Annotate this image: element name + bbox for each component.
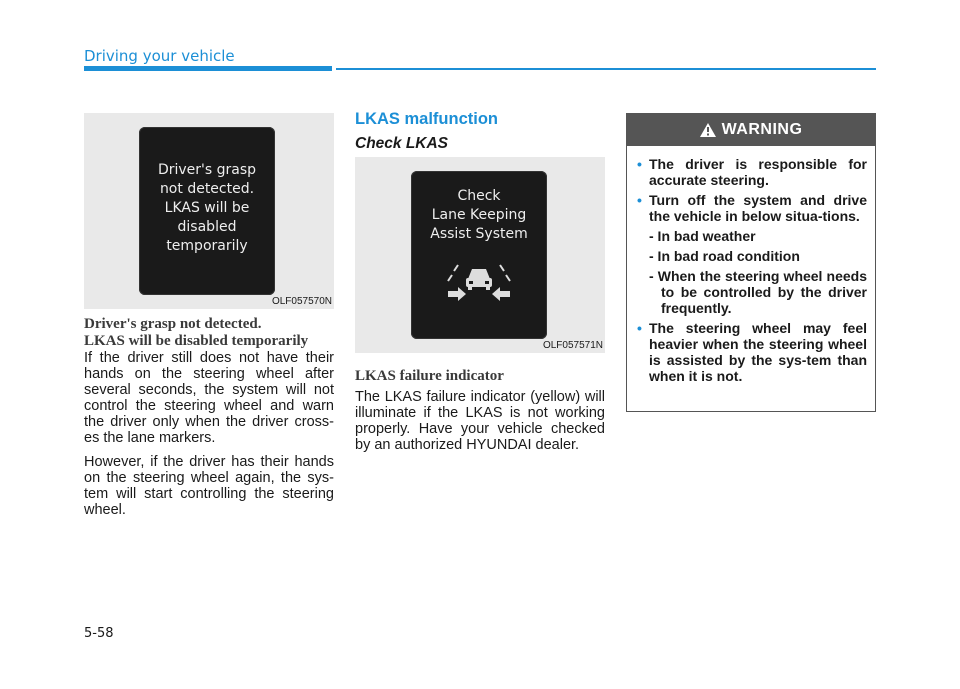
section-header-title: Driving your vehicle [84,47,235,65]
cluster-display-screen [139,127,275,295]
middle-heading: LKAS failure indicator [355,368,504,384]
left-body [84,350,334,526]
header-rule-thin [336,68,876,70]
warning-item [635,192,867,316]
left-paragraph-1: If the driver still does not have their hands on the steering wheel after several seconds, the system will not control the steering wheel and warn the driver only when the driver cross-es the lane markers. [84,350,334,446]
warning-header [627,114,875,146]
warning-list [627,146,875,384]
warning-item-text: Turn off the system and drive the vehicle in below situa-tions. [649,192,867,224]
figure-check-lkas [355,157,605,353]
bullet-icon: • [637,192,642,208]
header-rule-thick [84,66,332,71]
left-paragraph-2: However, if the driver has their hands on the steering wheel again, the sys-tem will start controlling the steering wheel. [84,454,334,518]
warning-sub-item: - In bad weather [649,228,756,244]
cluster-message: Driver's grasp not detected. LKAS will be disabled temporarily [157,162,257,254]
left-heading [84,316,308,350]
lane-keeping-icon [444,257,514,307]
warning-sub-list [649,228,867,316]
left-heading-line2: LKAS will be disabled temporarily [84,333,309,349]
cluster-display-screen [411,171,547,339]
middle-body [355,389,605,461]
warning-sub-item: - In bad road condition [649,248,800,264]
warning-title: WARNING [721,121,803,138]
warning-item-text: The driver is responsible for accurate steering. [649,156,867,188]
cluster-message: Check Lane Keeping Assist System [430,188,528,242]
page-number: 5-58 [84,626,114,641]
warning-item [635,156,867,188]
figure-code: OLF057571N [542,340,603,351]
warning-triangle-icon [700,123,716,137]
bullet-icon: • [637,156,642,172]
bullet-icon: • [637,320,642,336]
warning-item-text: The steering wheel may feel heavier when the steering wheel is assisted by the sys-tem than when it is not. [649,320,867,384]
figure-code: OLF057570N [271,296,332,307]
left-heading-line1: Driver's grasp not detected. [84,316,262,332]
section-title: LKAS malfunction [355,110,498,128]
warning-sub-item: - When the steering wheel needs to be controlled by the driver frequently. [649,268,867,316]
warning-box [626,113,876,412]
figure-driver-grasp [84,113,334,309]
middle-paragraph: The LKAS failure indicator (yellow) will illuminate if the LKAS is not working properly. Have your vehicle checked by an authorized HYUNDAI dealer. [355,389,605,453]
warning-item [635,320,867,384]
sub-title: Check LKAS [355,135,449,152]
